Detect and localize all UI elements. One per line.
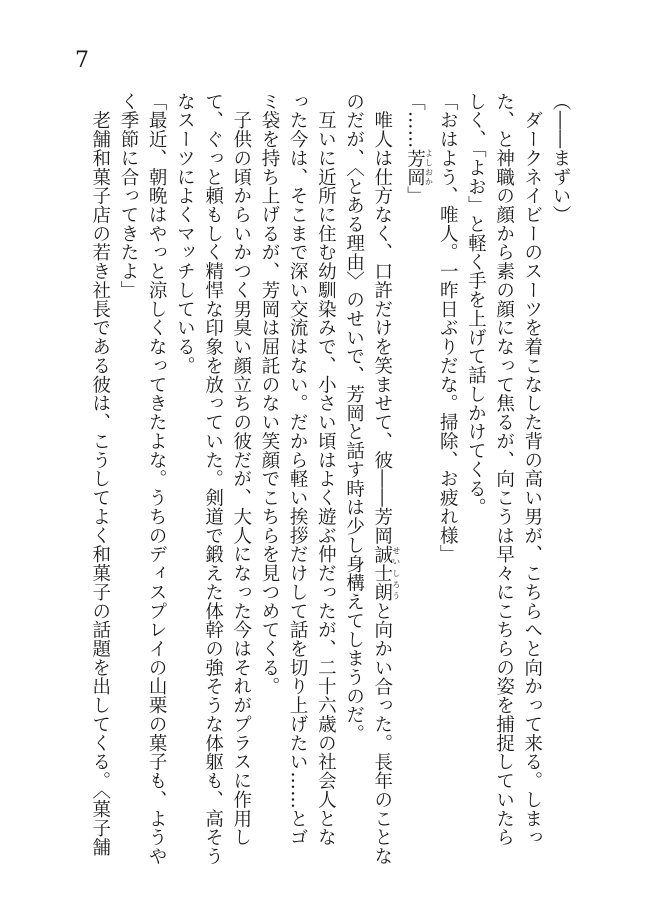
text-line: た、と神職の顔から素の顔になって焦るが、向こうは早々にこちらの姿を捕捉していたら [493,92,515,847]
ruby-annotation: 芳岡 よしおか [404,148,434,187]
text-line: ダークネイビーのスーツを着こなした背の高い男が、こちらへと向かって来る。しまっ [521,92,543,847]
text-line-with-ruby: 唯人は仕方なく、口許だけを笑ませて、彼――芳岡誠士朗 せいしろうと向かい合った。長年のことな [371,92,401,866]
text-line: 老舗和菓子店の若き社長である彼は、こうしてよく和菓子の話題を出してくる。〈菓子舗 [89,92,111,857]
text-line: （――まずい） [550,92,571,225]
page-number: 7 [75,48,89,73]
text-line: て、ぐっと頼もしく精悍な印象を放っていた。剣道で鍛えた体幹の強そうな体躯も、高そう [202,92,224,866]
text-line: ミ袋を持ち上げるが、芳岡は屈託のない笑顔でこちらを見つめてくる。 [258,92,280,696]
ruby-annotation: 誠士朗 せいしろう [371,544,401,602]
text-line: しく、「よお」と軽く手を上げて話しかけてくる。 [465,92,487,517]
text-line: く季節に合ってきたよ」 [117,92,139,300]
text-line: のだが、〈とある理由〉のせいで、芳岡と話す時は少し身構えてしまうのだ。 [343,92,365,744]
text-line: 「おはよう、唯人。一昨日ぶりだな。掃除、お疲れ様」 [437,92,459,564]
text-line: 互いに近所に住む幼馴染みで、小さい頃はよく遊ぶ仲だったが、二十六歳の社会人とな [315,92,337,847]
text-line-with-ruby: 「……芳岡 よしおか」 [404,92,434,206]
text-line: なスーツによくマッチしている。 [174,92,196,376]
text-line: 「最近、朝晩はやっと涼しくなってきたよな。うちのディスプレイの山栗の菓子も、ようや [146,92,168,866]
text-line: 子供の頃からいかつく男臭い顔立ちの彼だが、大人になった今はそれがプラスに作用し [230,92,252,847]
vertical-text-body [86,92,574,866]
text-line: った今は、そこまで深い交流はない。だから軽い挨拶だけして話を切り上げたい……とゴ [287,92,309,847]
